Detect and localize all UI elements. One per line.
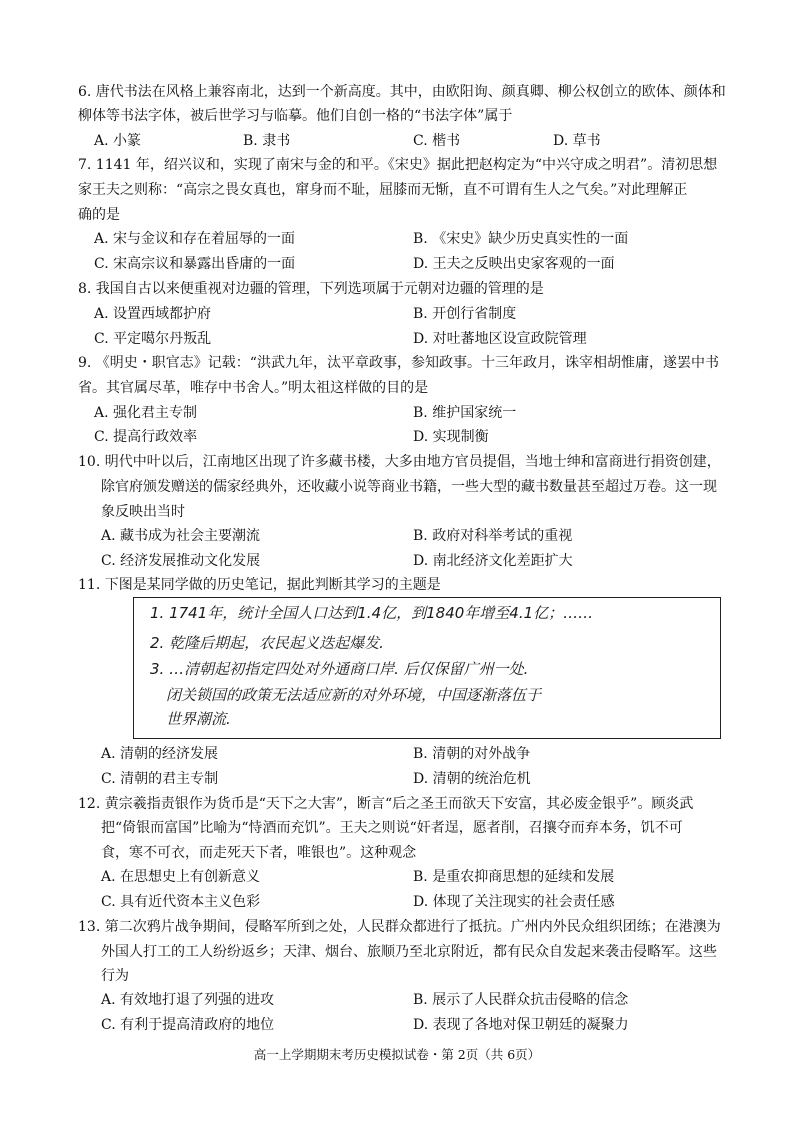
note-line-2: 2. 乾隆后期起，农民起义迭起爆发. — [150, 634, 384, 652]
q13-option-c[interactable]: C. 有利于提高清政府的地位 — [101, 1017, 275, 1033]
q11-option-d[interactable]: D. 清朝的统治危机 — [413, 771, 531, 787]
q9-stem-line-1: 9. 《明史・职官志》记载：“洪武九年，汰平章政事，参知政事。十三年政月，诛宰相胡惟庸，遂罢中书 — [78, 355, 719, 371]
note-line-3: 3. …清朝起初指定四处对外通商口岸. 后仅保留广州一处. — [150, 660, 529, 678]
q9-option-a[interactable]: A. 强化君主专制 — [94, 405, 198, 421]
q11-option-b[interactable]: B. 清朝的对外战争 — [413, 746, 531, 762]
q12-option-b[interactable]: B. 是重农抑商思想的延续和发展 — [413, 869, 615, 885]
q6-option-d[interactable]: D. 草书 — [553, 133, 601, 149]
q13-option-d[interactable]: D. 表现了各地对保卫朝廷的凝聚力 — [413, 1017, 629, 1033]
q10-stem-line-3: 象反映出当时 — [101, 504, 185, 520]
note-line-1: 1. 1741年，统计全国人口达到1.4亿，到1840年增至4.1亿；…… — [150, 604, 594, 622]
q10-stem-line-2: 除官府颁发赠送的儒家经典外，还收藏小说等商业书籍，一些大型的藏书数量甚至超过万卷。这一现 — [101, 479, 717, 495]
q10-option-a[interactable]: A. 藏书成为社会主要潮流 — [101, 528, 261, 544]
q13-stem-line-2: 外国人打工的工人纷纷返乡；天津、烟台、旅顺乃至北京附近，都有民众自发起来袭击侵略军。这些 — [101, 944, 717, 960]
q8-option-d[interactable]: D. 对吐蕃地区设宣政院管理 — [413, 331, 587, 347]
q12-stem-line-2: 把“倚银而富国”比喻为“恃酒而充饥”。王夫之则说“奸者逞，愿者削，召攘夺而弃本务，饥不可 — [101, 820, 683, 836]
q12-stem-line-1: 12. 黄宗羲指责银作为货币是“天下之大害”，断言“后之圣王而欲天下安富，其必废金银乎”。顾炎武 — [78, 796, 694, 812]
q12-option-d[interactable]: D. 体现了关注现实的社会责任感 — [413, 894, 615, 910]
q11-option-a[interactable]: A. 清朝的经济发展 — [101, 746, 219, 762]
q6-option-b[interactable]: B. 隶书 — [243, 133, 291, 149]
q8-option-c[interactable]: C. 平定噶尔丹叛乱 — [94, 331, 212, 347]
q13-option-b[interactable]: B. 展示了人民群众抗击侵略的信念 — [413, 992, 629, 1008]
q13-stem-line-1: 13. 第二次鸦片战争期间，侵略军所到之处，人民群众都进行了抵抗。广州内外民众组织团练；在港澳为 — [78, 919, 721, 935]
q12-stem-line-3: 食，寒不可衣，而走死天下者，唯银也”。这种观念 — [101, 845, 417, 861]
q9-stem-line-2: 省。其官属尽革，唯存中书舍人。”明太祖这样做的目的是 — [78, 380, 429, 396]
q13-option-a[interactable]: A. 有效地打退了列强的进攻 — [101, 992, 275, 1008]
q10-option-c[interactable]: C. 经济发展推动文化发展 — [101, 553, 261, 569]
q12-option-c[interactable]: C. 具有近代资本主义色彩 — [101, 894, 261, 910]
q7-option-b[interactable]: B. 《宋史》缺少历史真实性的一面 — [413, 231, 629, 247]
handwritten-note-image — [133, 597, 721, 739]
q7-option-c[interactable]: C. 宋高宗议和暴露出昏庸的一面 — [94, 256, 296, 272]
q7-stem-line-3: 确的是 — [78, 207, 120, 223]
q11-option-c[interactable]: C. 清朝的君主专制 — [101, 771, 219, 787]
q9-option-c[interactable]: C. 提高行政效率 — [94, 429, 198, 445]
q13-stem-line-3: 行为 — [101, 968, 129, 984]
q9-option-d[interactable]: D. 实现制衡 — [413, 429, 489, 445]
q10-option-d[interactable]: D. 南北经济文化差距扩大 — [413, 553, 573, 569]
q8-option-b[interactable]: B. 开创行省制度 — [413, 306, 517, 322]
q8-option-a[interactable]: A. 设置西域都护府 — [94, 306, 212, 322]
note-line-4: 闭关锁国的政策无法适应新的对外环境，中国逐渐落伍于 — [166, 686, 542, 704]
q10-stem-line-1: 10. 明代中叶以后，江南地区出现了许多藏书楼，大多由地方官员提倡，当地士绅和富商进行捐资创建， — [78, 454, 721, 470]
page-footer: 高一上学期期末考历史模拟试卷・第 2页（共 6页） — [253, 1047, 541, 1062]
q10-option-b[interactable]: B. 政府对科举考试的重视 — [413, 528, 573, 544]
note-line-5: 世界潮流. — [166, 710, 231, 728]
q6-option-c[interactable]: C. 楷书 — [413, 133, 461, 149]
q7-stem-line-2: 家王夫之则称：“高宗之畏女真也，窜身而不耻，屈膝而无惭，直不可谓有生人之气矣。”对此理解正 — [78, 182, 688, 198]
q9-option-b[interactable]: B. 维护国家统一 — [413, 405, 517, 421]
q12-option-a[interactable]: A. 在思想史上有创新意义 — [101, 869, 261, 885]
q7-option-d[interactable]: D. 王夫之反映出史家客观的一面 — [413, 256, 615, 272]
q8-stem-line-1: 8. 我国自古以来便重视对边疆的管理，下列选项属于元朝对边疆的管理的是 — [78, 281, 544, 297]
q11-stem-line-1: 11. 下图是某同学做的历史笔记，据此判断其学习的主题是 — [78, 577, 441, 593]
q6-option-a[interactable]: A. 小篆 — [94, 133, 142, 149]
q7-option-a[interactable]: A. 宋与金议和存在着屈辱的一面 — [94, 231, 296, 247]
q7-stem-line-1: 7. 1141 年，绍兴议和，实现了南宋与金的和平。《宋史》据此把赵构定为“中兴守成之明君”。清初思想 — [78, 157, 718, 173]
q6-stem-line-1: 6. 唐代书法在风格上兼容南北，达到一个新高度。其中，由欧阳询、颜真卿、柳公权创立的欧体、颜体和 — [78, 84, 726, 100]
q6-stem-line-2: 柳体等书法字体，被后世学习与临摹。他们自创一格的“书法字体”属于 — [78, 108, 513, 124]
